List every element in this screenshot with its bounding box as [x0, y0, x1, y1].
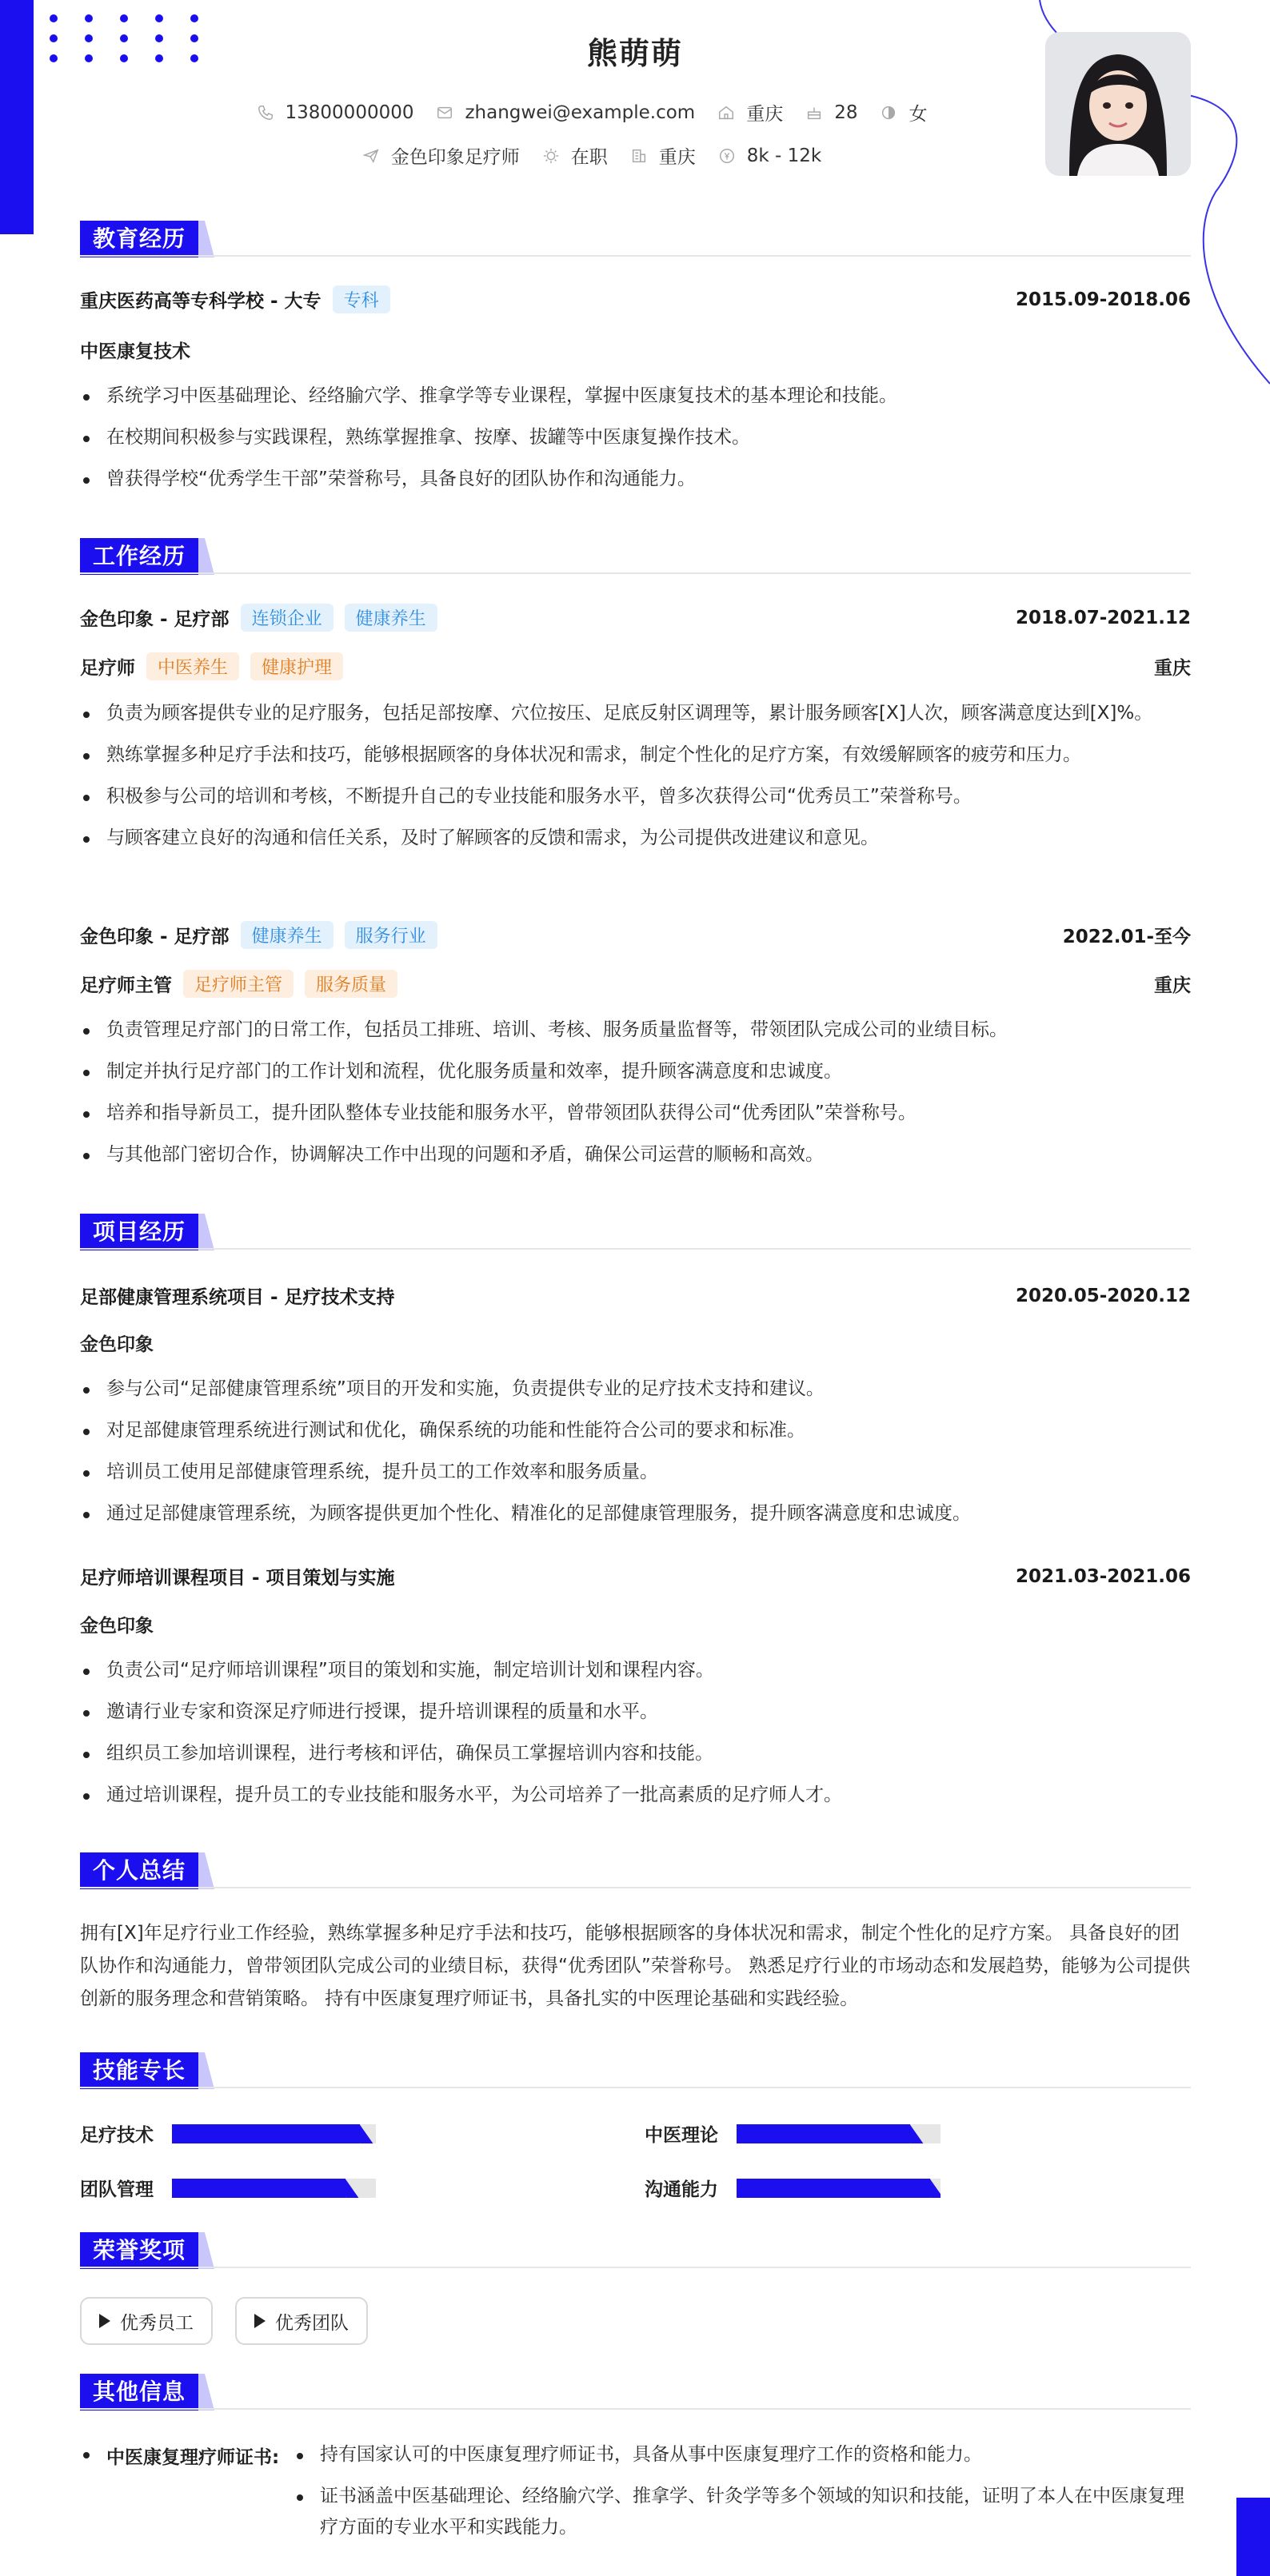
section-divider — [80, 2267, 1191, 2268]
skill-name: 中医理论 — [645, 2125, 718, 2146]
section-divider — [80, 1887, 1191, 1888]
list-item: 在校期间积极参与实践课程，熟练掌握推拿、按摩、拔罐等中医康复操作技术。 — [80, 422, 1191, 453]
list-item: 通过培训课程，提升员工的专业技能和服务水平，为公司培养了一批高素质的足疗师人才。 — [80, 1780, 1191, 1811]
list-item: 负责管理足疗部门的日常工作，包括员工排班、培训、考核、服务质量监督等，带领团队完成公司的业绩目标。 — [80, 1015, 1191, 1046]
work-entry-1-bullets — [80, 698, 1191, 864]
candidate-name: 熊萌萌 — [586, 36, 683, 71]
work-date: 2018.07-2021.12 — [1015, 607, 1191, 628]
status-icon — [542, 147, 560, 165]
award-badge — [80, 2297, 213, 2345]
role-name: 足疗师主管 — [80, 975, 172, 996]
target-job-text: 金色印象足疗师 — [390, 147, 520, 168]
list-item: 对足部健康管理系统进行测试和优化，确保系统的功能和性能符合公司的要求和标准。 — [80, 1415, 1191, 1446]
avatar — [1045, 32, 1191, 176]
email-icon — [436, 104, 453, 122]
section-divider — [80, 2408, 1191, 2410]
target-city-item — [630, 142, 696, 169]
project-1-header — [80, 1282, 1191, 1309]
work-city: 重庆 — [1154, 658, 1191, 679]
skill-bar — [737, 2179, 941, 2198]
age-item — [805, 102, 857, 123]
list-item: 与顾客建立良好的沟通和信任关系，及时了解顾客的反馈和需求，为公司提供改进建议和意见。 — [80, 823, 1191, 854]
list-item: 参与公司“足部健康管理系统”项目的开发和实施，负责提供专业的足疗技术支持和建议。 — [80, 1374, 1191, 1405]
phone-text: 13800000000 — [285, 102, 414, 123]
skill-bar-fill — [737, 2179, 930, 2198]
list-item: 培养和指导新员工，提升团队整体专业技能和服务水平，曾带领团队获得公司“优秀团队”荣誉称号。 — [80, 1098, 1191, 1129]
section-divider — [80, 1248, 1191, 1250]
skill-item — [645, 2120, 941, 2147]
company-name: 金色印象 - 足疗部 — [80, 927, 230, 947]
skill-item — [645, 2175, 941, 2201]
role-tag: 服务质量 — [305, 970, 397, 998]
location-text: 重庆 — [746, 104, 784, 125]
education-date: 2015.09-2018.06 — [1015, 289, 1191, 310]
skill-bar — [172, 2179, 376, 2198]
list-item: 积极参与公司的培训和考核，不断提升自己的专业技能和服务水平，曾多次获得公司“优秀员工”荣誉称号。 — [80, 781, 1191, 812]
list-item: 证书涵盖中医基础理论、经络腧穴学、推拿学、针灸学等多个领域的知识和技能，证明了本人在中医康复理疗方面的专业水平和实践能力。 — [294, 2481, 1191, 2543]
company-tag: 健康养生 — [241, 921, 333, 949]
list-item: 熟练掌握多种足疗手法和技巧，能够根据顾客的身体状况和需求，制定个性化的足疗方案，有效缓解顾客的疲劳和压力。 — [80, 740, 1191, 771]
education-level-tag: 专科 — [333, 285, 390, 313]
status-text: 在职 — [570, 147, 608, 168]
email-item — [436, 102, 695, 123]
project-2-bullets — [80, 1655, 1191, 1821]
email-text: zhangwei@example.com — [465, 102, 696, 123]
building-icon — [630, 147, 648, 165]
work-entry-1-header — [80, 604, 1191, 632]
list-item: 负责为顾客提供专业的足疗服务，包括足部按摩、穴位按压、足底反射区调理等，累计服务顾客[X]人次，顾客满意度达到[X]%。 — [80, 698, 1191, 729]
phone-item — [257, 102, 414, 123]
role-tag: 足疗师主管 — [183, 970, 294, 998]
role-name: 足疗师 — [80, 658, 135, 679]
status-item — [542, 142, 608, 169]
job-intent-row — [0, 142, 1184, 169]
skill-item — [80, 2120, 376, 2147]
award-badge — [235, 2297, 368, 2345]
certificate-bullets — [294, 2439, 1191, 2554]
section-divider — [80, 2087, 1191, 2088]
section-title-other: 其他信息 — [80, 2374, 216, 2411]
project-title: 足疗师培训课程项目 - 项目策划与实施 — [80, 1568, 395, 1589]
education-entry-header — [80, 285, 1191, 313]
role-tag: 中医养生 — [146, 652, 239, 680]
list-item: 持有国家认可的中医康复理疗师证书，具备从事中医康复理疗工作的资格和能力。 — [294, 2439, 1191, 2470]
list-item: 邀请行业专家和资深足疗师进行授课，提升培训课程的质量和水平。 — [80, 1697, 1191, 1728]
award-label: 优秀团队 — [275, 2312, 349, 2334]
section-title-summary: 个人总结 — [80, 1852, 216, 1889]
decorative-bottom-right-bar — [1236, 2498, 1270, 2576]
salary-text: 8k - 12k — [746, 145, 822, 166]
work-entry-1-role-line — [80, 652, 1191, 680]
skill-bar — [172, 2124, 376, 2143]
list-item: 通过足部健康管理系统，为顾客提供更加个性化、精准化的足部健康管理服务，提升顾客满意度和忠诚度。 — [80, 1498, 1191, 1529]
summary-text: 拥有[X]年足疗行业工作经验，熟练掌握多种足疗手法和技巧，能够根据顾客的身体状况和需求，制定个性化的足疗方案。 具备良好的团队协作和沟通能力，曾带领团队完成公司的业绩目标，获得“优秀团队”荣誉称号。 熟悉足疗行业的市场动态和发展趋势，能够为公司提供创新的服务理念和营销策略。 持有中医康复理疗师证书，具备扎实的中医理论基础和实践经验。 — [80, 1923, 1191, 2009]
work-entry-2-role-line — [80, 970, 1191, 998]
education-major-line — [80, 337, 1191, 363]
play-icon — [99, 2314, 110, 2328]
section-title-awards: 荣誉奖项 — [80, 2232, 216, 2269]
list-item: 与其他部门密切合作，协调解决工作中出现的问题和矛盾，确保公司运营的顺畅和高效。 — [80, 1139, 1191, 1170]
major-name: 中医康复技术 — [80, 341, 190, 362]
project-2-header — [80, 1563, 1191, 1589]
section-title-work: 工作经历 — [80, 538, 216, 575]
home-icon — [717, 104, 735, 122]
list-item: 系统学习中医基础理论、经络腧穴学、推拿学等专业课程，掌握中医康复技术的基本理论和技能。 — [80, 381, 1191, 412]
company-tag: 连锁企业 — [241, 604, 333, 632]
certificate-label: 中医康复理疗师证书: — [80, 2442, 279, 2469]
skill-bar-fill — [737, 2124, 910, 2143]
salary-item — [718, 146, 821, 166]
award-label: 优秀员工 — [120, 2312, 194, 2334]
skill-bar-fill — [172, 2179, 345, 2198]
gender-icon — [880, 104, 897, 122]
work-entry-2-bullets — [80, 1015, 1191, 1181]
gender-item — [880, 99, 927, 126]
contact-row — [0, 99, 1184, 126]
location-item — [717, 99, 783, 126]
education-bullets — [80, 381, 1191, 505]
skill-item — [80, 2175, 376, 2201]
phone-icon — [257, 104, 274, 122]
project-2-org-line — [80, 1611, 1191, 1637]
section-divider — [80, 572, 1191, 574]
project-date: 2021.03-2021.06 — [1015, 1565, 1191, 1587]
project-title: 足部健康管理系统项目 - 足疗技术支持 — [80, 1287, 395, 1308]
section-title-skills: 技能专长 — [80, 2052, 216, 2089]
project-1-org-line — [80, 1330, 1191, 1356]
project-1-bullets — [80, 1374, 1191, 1540]
skill-name: 足疗技术 — [80, 2125, 154, 2146]
work-entry-2-header — [80, 921, 1191, 949]
target-city-text: 重庆 — [658, 147, 696, 168]
list-item: 组织员工参加培训课程，进行考核和评估，确保员工掌握培训内容和技能。 — [80, 1738, 1191, 1769]
play-icon — [254, 2314, 266, 2328]
list-item: 负责公司“足疗师培训课程”项目的策划和实施，制定培训计划和课程内容。 — [80, 1655, 1191, 1686]
list-item: 培训员工使用足部健康管理系统，提升员工的工作效率和服务质量。 — [80, 1457, 1191, 1488]
company-name: 金色印象 - 足疗部 — [80, 609, 230, 630]
cake-icon — [805, 104, 823, 122]
company-tag: 服务行业 — [345, 921, 437, 949]
section-title-education: 教育经历 — [80, 221, 216, 257]
company-tag: 健康养生 — [345, 604, 437, 632]
gender-text: 女 — [909, 104, 928, 125]
skill-name: 沟通能力 — [645, 2179, 718, 2200]
project-org: 金色印象 — [80, 1616, 154, 1637]
send-icon — [362, 147, 380, 165]
target-job-item — [362, 142, 520, 169]
work-city: 重庆 — [1154, 975, 1191, 996]
role-tag: 健康护理 — [250, 652, 343, 680]
skill-bar-fill — [172, 2124, 360, 2143]
section-divider — [80, 255, 1191, 257]
skill-name: 团队管理 — [80, 2179, 154, 2200]
project-org: 金色印象 — [80, 1334, 154, 1355]
list-item: 曾获得学校“优秀学生干部”荣誉称号，具备良好的团队协作和沟通能力。 — [80, 464, 1191, 495]
money-icon — [718, 147, 736, 165]
skill-bar — [737, 2124, 941, 2143]
work-date: 2022.01-至今 — [1062, 927, 1191, 947]
list-item: 制定并执行足疗部门的工作计划和流程，优化服务质量和效率，提升顾客满意度和忠诚度。 — [80, 1056, 1191, 1087]
project-date: 2020.05-2020.12 — [1015, 1285, 1191, 1306]
age-text: 28 — [834, 102, 858, 123]
section-title-projects: 项目经历 — [80, 1214, 216, 1250]
school-name: 重庆医药高等专科学校 - 大专 — [80, 291, 321, 312]
